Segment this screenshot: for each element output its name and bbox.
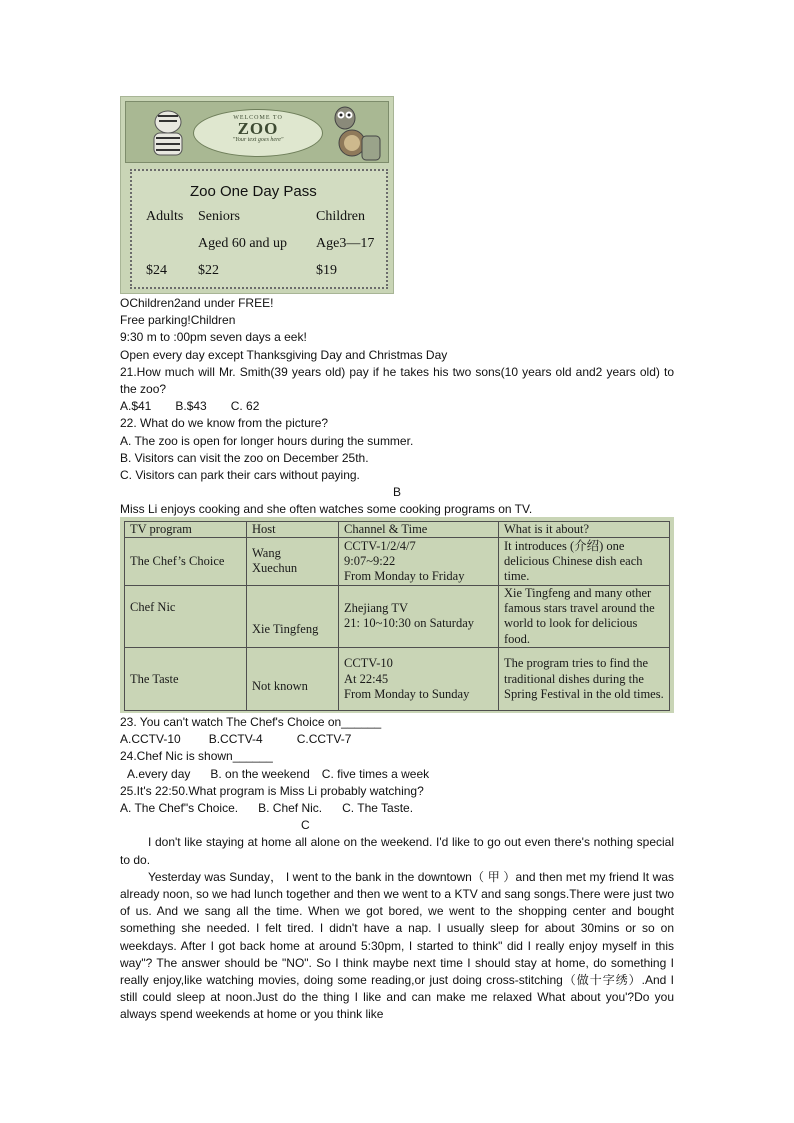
zoo-section — [120, 295, 674, 519]
tv-program-table-image — [120, 517, 674, 713]
adults-label: Adults — [146, 209, 184, 224]
table-row — [125, 538, 670, 585]
table-cell: Not known — [247, 648, 339, 711]
header-cell: Channel & Time — [339, 522, 499, 538]
table-cell: CCTV-10 At 22:45 From Monday to Sunday — [339, 648, 499, 711]
question-21: 21.How much will Mr. Smith(39 years old) pay if he takes his two sons(10 years old and2 years old) to the zoo? — [120, 364, 674, 397]
seniors-age: Aged 60 and up — [198, 236, 288, 251]
option: C. five times a week — [321, 766, 430, 781]
owl-icon — [332, 104, 358, 130]
zoo-logo-oval — [193, 109, 323, 157]
zoo-pass-image — [120, 96, 394, 294]
question-25-options — [120, 800, 674, 817]
option: A.every day — [127, 766, 191, 781]
section-b-intro: Miss Li enjoys cooking and she often watches some cooking programs on TV. — [120, 502, 533, 517]
seniors-label: Seniors — [198, 209, 240, 224]
zoo-note: 9:30 m to :00pm seven days a eek! — [120, 330, 307, 345]
option: A. The Chef"s Choice. — [120, 801, 239, 816]
adults-price: $24 — [146, 263, 167, 278]
header-cell: What is it about? — [499, 522, 670, 538]
tiger-icon — [146, 106, 190, 160]
table-row — [125, 648, 670, 711]
zoo-note: OChildren2and under FREE! — [120, 296, 274, 310]
seniors-price: $22 — [198, 263, 219, 278]
question-25: 25.It's 22:50.What program is Miss Li probably watching? — [120, 783, 424, 798]
table-cell: The program tries to find the traditional dishes during the Spring Festival in the old times. — [499, 648, 670, 711]
table-cell: The Chef’s Choice — [125, 538, 247, 585]
section-c-heading: C — [301, 818, 310, 833]
zoo-note: Free parking!Children — [120, 313, 236, 328]
option: B. Visitors can visit the zoo on December 25th. — [120, 450, 369, 465]
table-cell: Xie Tingfeng and many other famous stars travel around the world to look for delicious food. — [499, 585, 670, 648]
children-label: Children — [316, 209, 365, 224]
option: C. 62 — [230, 399, 260, 414]
section-b-heading: B — [392, 485, 401, 500]
table-row — [125, 585, 670, 648]
header-cell: TV program — [125, 522, 247, 538]
pass-title: Zoo One Day Pass — [190, 183, 317, 200]
option: A.$41 — [120, 399, 152, 414]
option: C. Visitors can park their cars without paying. — [120, 468, 360, 483]
question-23-options — [120, 731, 674, 748]
option: A.CCTV-10 — [120, 732, 181, 747]
zoo-note: Open every day except Thanksgiving Day and Christmas Day — [120, 347, 448, 362]
passage-paragraph: I don't like staying at home all alone on the weekend. I'd like to go out even there's nothing special to do. — [120, 835, 674, 867]
zoo-tagline: "Your text goes here" — [232, 137, 284, 143]
table-cell: Wang Xuechun — [247, 538, 339, 585]
day-pass-card — [130, 169, 388, 289]
tv-program-table — [124, 521, 670, 711]
table-cell: Xie Tingfeng — [247, 585, 339, 648]
children-age: Age3—17 — [316, 236, 375, 251]
question-24: 24.Chef Nic is shown______ — [120, 749, 273, 764]
option: A. The zoo is open for longer hours during the summer. — [120, 433, 414, 448]
table-cell: The Taste — [125, 648, 247, 711]
header-cell: Host — [247, 522, 339, 538]
tv-questions-section — [120, 714, 674, 1024]
zoo-word: ZOO — [237, 119, 279, 138]
table-cell: Zhejiang TV 21: 10~10:30 on Saturday — [339, 585, 499, 648]
table-cell: It introduces (介绍) one delicious Chinese dish each time. — [499, 538, 670, 585]
option: B. Chef Nic. — [258, 801, 323, 816]
lion-icon — [336, 128, 382, 162]
children-price: $19 — [316, 263, 337, 278]
question-21-options — [120, 398, 674, 415]
question-22: 22. What do we know from the picture? — [120, 416, 329, 431]
option: B. on the weekend — [210, 766, 310, 781]
welcome-text: WELCOME TO — [233, 115, 283, 121]
table-cell: CCTV-1/2/4/7 9:07~9:22 From Monday to Friday — [339, 538, 499, 585]
passage-paragraph: Yesterday was Sunday， I went to the bank in the downtown（ 甲 ）and then met my friend It was already noon, so we had lunch together and then we went to a KTV and sang songs.There were just two of us. And we sang all the time. When we got bored, we went to the shopping center and bought something she needed. I felt tired. I didn't have a nap. I usually sleep for about 30mins or so on weekdays. After I got back home at around 5:30pm, I started to think" did I really enjoy myself in this way"? The answer should be "NO". So I think maybe next time I should stay at home, do something I really enjoy,like watching movies, doing some reading,or just doing cross-stitching（做十字绣）.And I still could sleep at noon.Just do the thing I like and can make me relaxed What about you'?Do you always spend weekends at home or you think like — [120, 869, 674, 1022]
question-24-options — [120, 766, 674, 783]
option: C.CCTV-7 — [296, 732, 352, 747]
table-cell: Chef Nic — [125, 585, 247, 648]
table-header-row — [125, 522, 670, 538]
option: B.CCTV-4 — [208, 732, 263, 747]
option: B.$43 — [175, 399, 207, 414]
option: C. The Taste. — [342, 801, 414, 816]
question-23: 23. You can't watch The Chef's Choice on______ — [120, 715, 382, 729]
